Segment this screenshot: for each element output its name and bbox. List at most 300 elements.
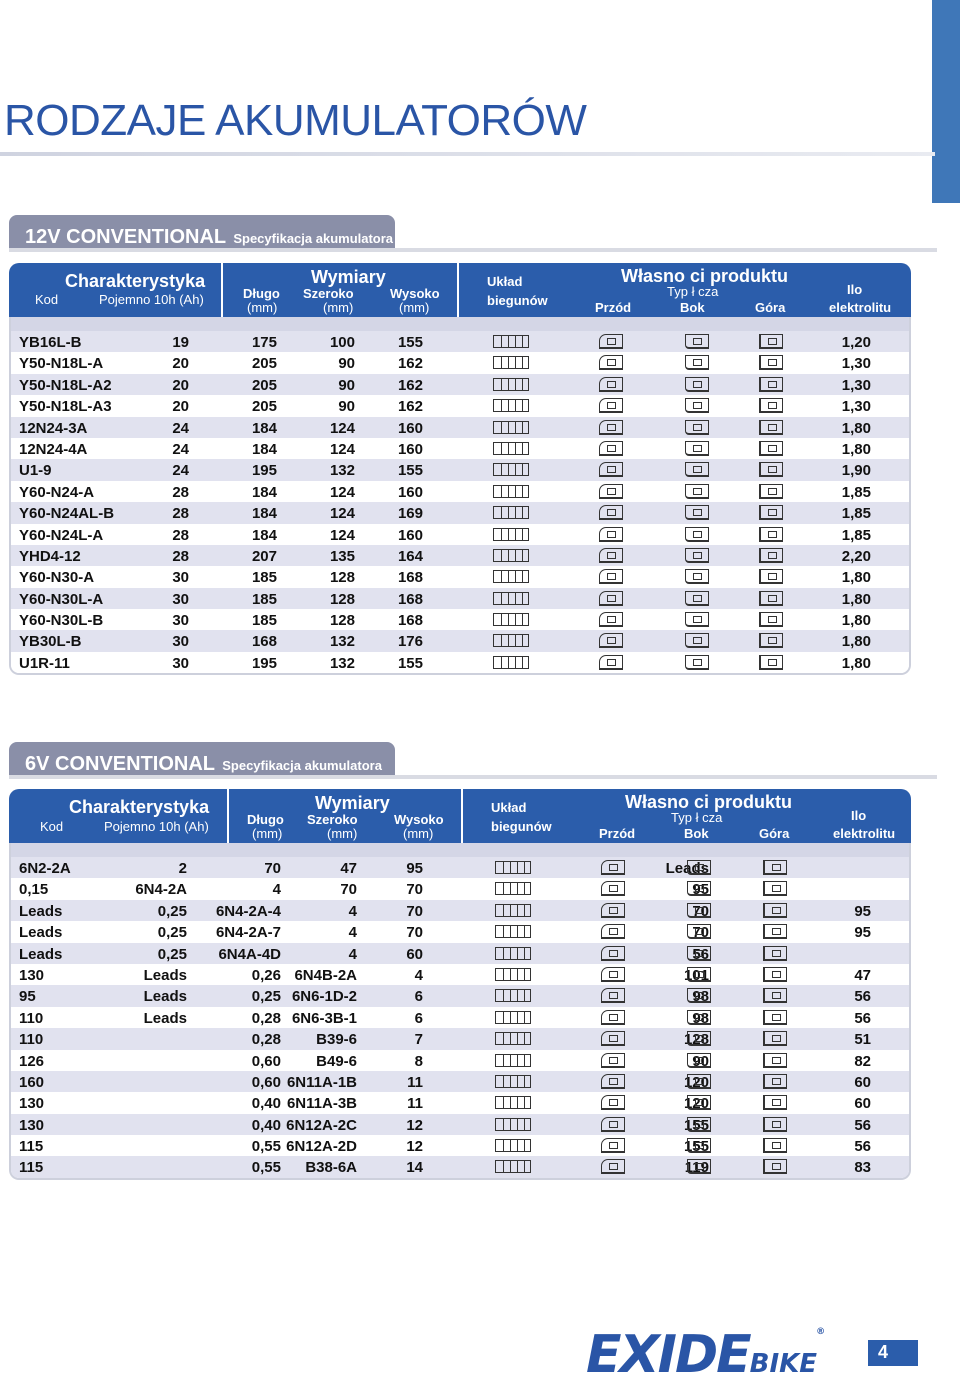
table-cell: 205 [251,398,277,416]
table-row [11,352,909,373]
terminal-top-icon [763,1074,787,1089]
terminal-top-icon [763,1138,787,1153]
table-header-12v [9,263,911,317]
table-row [11,1050,909,1071]
table-cell: 168 [251,633,277,651]
table-cell: 30 [172,654,189,672]
table-row [11,921,909,942]
table-cell: 110 [19,1031,44,1049]
terminal-top-icon [759,484,783,499]
table-row [11,857,909,878]
logo-text: EXIDE [586,1325,750,1385]
terminal-top-icon [763,1010,787,1025]
table-cell: 1,80 [841,419,871,437]
table-cell: 60 [854,1073,871,1091]
table-row [11,1028,909,1049]
table-cell: Y50-N18L-A [19,355,104,373]
header-mm: (mm) [247,300,278,315]
terminal-front-icon [599,612,623,627]
terminal-side-icon [685,441,709,456]
table-cell: 195 [251,654,277,672]
table-cell: 184 [251,526,277,544]
header-ilosc: Ilo [851,808,867,823]
terminal-front-icon [599,377,623,392]
table-cell: 12 [406,1116,423,1134]
table-cell: 6N12A-2C [286,1116,357,1134]
terminal-layout-icon [495,1139,531,1152]
table-cell: 95 [406,860,423,877]
table-row [11,459,909,480]
section-tab-6v [9,742,395,778]
header-przod: Przód [595,300,632,315]
table-cell: 30 [172,633,189,651]
table-cell: 0,25 [157,924,187,942]
table-cell: 28 [172,483,189,501]
table-cell: 4 [348,945,357,963]
terminal-front-icon [599,527,623,542]
header-charakterystyka: Charakterystyka [65,271,206,291]
header-mm: (mm) [323,300,354,315]
table-cell: 0,60 [251,1073,281,1091]
header-biegunow: biegunów [487,293,548,308]
terminal-side-icon [687,946,711,961]
table-cell: 47 [854,966,871,984]
table-rows [11,857,909,1178]
table-cell: 155 [397,334,423,351]
table-cell: B49-6 [316,1052,357,1070]
table-row [11,878,909,899]
table-cell: 19 [172,334,189,351]
header-wymiary: Wymiary [311,267,386,287]
terminal-side-icon [685,633,709,648]
table-cell: 70 [264,860,281,877]
table-cell: Y60-N30L-A [19,590,104,608]
table-cell: 28 [172,547,189,565]
terminal-side-icon [685,355,709,370]
terminal-front-icon [599,334,623,349]
table-cell: 20 [172,376,189,394]
table-cell: 30 [172,590,189,608]
table-row [11,331,909,352]
table-cell: 184 [251,505,277,523]
table-row [11,395,909,416]
terminal-side-icon [687,1010,711,1025]
table-cell: Y60-N30-A [19,569,95,587]
table-cell: 1,80 [841,633,871,651]
table-cell: 119 [684,1159,709,1177]
header-mm: (mm) [403,826,434,841]
table-cell: 6N4B-2A [294,966,357,984]
terminal-top-icon [759,355,783,370]
table-cell: 175 [251,334,277,351]
terminal-layout-icon [493,356,529,369]
table-row [11,566,909,587]
terminal-side-icon [685,569,709,584]
table-cell: 70 [692,902,709,920]
terminal-side-icon [687,1031,711,1046]
table-cell: 1,30 [841,376,871,394]
table-cell: 160 [19,1073,45,1091]
table-cell: 20 [172,398,189,416]
table-cell: 0,55 [251,1138,281,1156]
table-cell: 28 [172,505,189,523]
table-cell: 98 [692,988,709,1006]
table-cell: 1,85 [841,505,871,523]
terminal-top-icon [759,398,783,413]
corner-accent-bar [932,0,960,203]
header-mm: (mm) [399,300,430,315]
table-cell: 90 [692,1052,709,1070]
terminal-side-icon [685,612,709,627]
table-row [11,943,909,964]
table-cell: 2,20 [841,547,871,565]
table-cell: 185 [251,590,277,608]
terminal-front-icon [601,1074,625,1089]
table-cell: 0,40 [251,1095,281,1113]
terminal-side-icon [685,548,709,563]
terminal-side-icon [687,1053,711,1068]
terminal-layout-icon [495,989,531,1002]
terminal-layout-icon [493,442,529,455]
terminal-front-icon [599,569,623,584]
table-cell: U1R-11 [19,654,70,672]
table-cell: 6N12A-2D [286,1138,357,1156]
table-cell: 11 [407,1095,423,1113]
terminal-side-icon [687,1095,711,1110]
header-gora: Góra [759,826,790,841]
table-row [11,588,909,609]
table-cell: 124 [329,526,355,544]
table-row [11,438,909,459]
title-divider [0,152,935,156]
terminal-layout-icon [495,1096,531,1109]
table-cell: Leads [143,1009,187,1027]
terminal-layout-icon [493,335,529,348]
terminal-layout-icon [493,528,529,541]
logo-sub: BIKE [749,1349,818,1379]
header-elektrolitu: elektrolitu [833,826,896,841]
table-cell: 0,25 [157,902,187,920]
table-cell: 0,28 [251,1009,281,1027]
table-row [11,1135,909,1156]
terminal-front-icon [601,988,625,1003]
terminal-layout-icon [493,506,529,519]
header-mm: (mm) [252,826,283,841]
header-charakterystyka: Charakterystyka [69,797,210,817]
terminal-layout-icon [495,1032,531,1045]
table-cell: 12 [406,1138,423,1156]
terminal-top-icon [763,1117,787,1132]
table-cell: 6N11A-1B [286,1073,357,1091]
table-cell: 128 [329,590,355,608]
table-cell: 0,25 [157,945,187,963]
table-cell: 128 [683,1031,709,1049]
terminal-top-icon [763,1095,787,1110]
section-subtitle: Specyfikacja akumulatora [222,758,382,773]
header-typ: Typ ł cza [667,284,719,299]
terminal-top-icon [759,505,783,520]
header-gora: Góra [755,300,786,315]
terminal-side-icon [687,903,711,918]
terminal-side-icon [687,1117,711,1132]
table-cell: 124 [329,440,355,458]
table-cell: 6N4-2A-4 [215,902,281,920]
terminal-front-icon [599,441,623,456]
table-cell: 160 [397,440,423,458]
table-cell: 70 [692,924,709,942]
table-cell: 1,30 [841,398,871,416]
terminal-front-icon [601,860,625,875]
terminal-layout-icon [493,399,529,412]
table-cell: 83 [854,1159,871,1177]
terminal-top-icon [763,967,787,982]
terminal-layout-icon [493,570,529,583]
terminal-top-icon [763,1053,787,1068]
table-cell: 6N4-2A [135,881,187,899]
table-cell: 28 [172,526,189,544]
table-cell: 95 [854,902,871,920]
table-body-12v [9,317,911,675]
header-typ: Typ ł cza [671,810,723,825]
terminal-top-icon [759,591,783,606]
table-rows [11,331,909,673]
terminal-side-icon [685,527,709,542]
header-separator [461,789,463,843]
section-title: 12V CONVENTIONAL [25,226,226,248]
header-bok: Bok [684,826,709,841]
terminal-top-icon [759,527,783,542]
terminal-top-icon [763,946,787,961]
table-cell: 4 [348,924,357,942]
table-cell: 124 [329,419,355,437]
table-cell: 56 [854,988,871,1006]
table-cell: 1,20 [841,334,871,351]
table-row [11,502,909,523]
header-przod: Przód [599,826,636,841]
table-row [11,985,909,1006]
table-cell: Leads [19,902,63,920]
terminal-side-icon [687,1074,711,1089]
terminal-layout-icon [493,592,529,605]
table-cell: 14 [406,1159,423,1177]
table-cell: 4 [348,902,357,920]
table-cell: Leads [143,966,187,984]
table-row [11,630,909,651]
terminal-side-icon [685,420,709,435]
terminal-side-icon [685,591,709,606]
table-cell: 135 [329,547,355,565]
header-mm: (mm) [327,826,358,841]
table-cell: 1,80 [841,590,871,608]
table-cell: 205 [251,355,277,373]
table-cell: 169 [397,505,423,523]
table-cell: 6N11A-3B [286,1095,357,1113]
terminal-front-icon [599,548,623,563]
section-subtitle: Specyfikacja akumulatora [233,231,394,246]
table-cell: Y50-N18L-A2 [19,376,112,394]
terminal-front-icon [601,1095,625,1110]
table-cell: 90 [338,398,355,416]
terminal-front-icon [601,1117,625,1132]
table-cell: 7 [414,1031,423,1049]
table-cell: 24 [172,440,189,458]
terminal-top-icon [763,988,787,1003]
terminal-top-icon [763,903,787,918]
table-cell: 1,90 [841,462,871,480]
table-cell: Y60-N24L-A [19,526,104,544]
header-biegunow: biegunów [491,819,552,834]
table-cell: 101 [683,966,709,984]
table-cell: 1,80 [841,654,871,672]
terminal-top-icon [759,441,783,456]
terminal-front-icon [599,398,623,413]
terminal-top-icon [759,633,783,648]
table-cell: 0,28 [251,1031,281,1049]
table-cell: 1,80 [841,569,871,587]
table-cell: 160 [397,526,423,544]
table-cell: 95 [692,881,709,899]
table-cell: 6N6-1D-2 [291,988,357,1006]
table-body-6v [9,843,911,1180]
terminal-top-icon [759,462,783,477]
table-cell: 132 [329,654,355,672]
table-cell: 70 [406,902,423,920]
header-separator [227,789,229,843]
table-cell: 24 [172,419,189,437]
table-cell: 0,25 [251,988,281,1006]
terminal-front-icon [599,591,623,606]
section-divider [9,775,937,779]
terminal-side-icon [685,377,709,392]
terminal-front-icon [601,1138,625,1153]
terminal-front-icon [599,355,623,370]
table-cell: 124 [329,505,355,523]
terminal-side-icon [687,967,711,982]
table-cell: 184 [251,440,277,458]
header-pojemnosc: Pojemno 10h (Ah) [99,292,204,307]
table-cell: 162 [397,355,423,373]
table-row [11,524,909,545]
table-spacer [11,317,909,331]
table-cell: 12N24-3A [19,419,88,437]
terminal-layout-icon [493,463,529,476]
terminal-layout-icon [495,861,531,874]
terminal-layout-icon [493,656,529,669]
table-cell: 100 [329,334,355,351]
terminal-front-icon [601,967,625,982]
table-cell: 4 [272,881,281,899]
terminal-side-icon [687,924,711,939]
table-cell: 1,85 [841,526,871,544]
section-title: 6V CONVENTIONAL [25,753,215,775]
table-cell: 6 [414,988,423,1006]
table-cell: 162 [397,376,423,394]
table-cell: 160 [397,483,423,501]
header-wysokosc: Wysoko [394,812,444,827]
terminal-layout-icon [495,1118,531,1131]
header-dlugosc: Długo [243,286,280,301]
terminal-top-icon [763,924,787,939]
table-row [11,1071,909,1092]
table-cell: 90 [338,355,355,373]
table-cell: 30 [172,612,189,630]
table-cell: 155 [397,462,423,480]
table-cell: Leads [665,860,709,877]
table-cell: 120 [683,1095,709,1113]
table-cell: 95 [19,988,36,1006]
table-cell: 56 [854,1116,871,1134]
terminal-layout-icon [493,378,529,391]
terminal-layout-icon [495,1075,531,1088]
header-kod: Kod [35,292,59,307]
terminal-layout-icon [495,1054,531,1067]
table-cell: YB30L-B [19,633,82,651]
terminal-side-icon [685,655,709,670]
header-wlasnosci: Własno ci produktu [621,266,789,286]
terminal-front-icon [601,1053,625,1068]
header-szerokosc: Szeroko [303,286,354,301]
header-separator [221,263,223,317]
table-row [11,1007,909,1028]
table-cell: 82 [854,1052,871,1070]
table-cell: 160 [397,419,423,437]
table-cell: 60 [854,1095,871,1113]
terminal-front-icon [601,924,625,939]
terminal-side-icon [685,462,709,477]
terminal-front-icon [599,655,623,670]
table-cell: 0,55 [251,1159,281,1177]
header-wysokosc: Wysoko [390,286,440,301]
terminal-side-icon [687,1138,711,1153]
terminal-layout-icon [495,1011,531,1024]
table-cell: 126 [19,1052,45,1070]
table-cell: Y60-N30L-B [19,612,104,630]
table-cell: 1,85 [841,483,871,501]
terminal-layout-icon [493,485,529,498]
table-cell: 168 [397,590,423,608]
table-cell: Y60-N24AL-B [19,505,115,523]
table-cell: 185 [251,569,277,587]
header-uklad: Układ [487,274,523,289]
table-cell: 184 [251,419,277,437]
table-cell: 120 [683,1073,709,1091]
terminal-side-icon [685,334,709,349]
table-cell: 155 [397,654,423,672]
table-cell: 4 [414,966,423,984]
table-cell: 168 [397,612,423,630]
table-cell: 2 [178,860,187,877]
terminal-front-icon [601,946,625,961]
table-cell: 0,40 [251,1116,281,1134]
table-row [11,481,909,502]
section-divider [9,248,937,252]
table-cell: YB16L-B [19,334,82,351]
table-cell: 155 [683,1138,709,1156]
table-cell: 130 [19,1116,45,1134]
terminal-layout-icon [495,1160,531,1173]
table-cell: 56 [854,1009,871,1027]
table-cell: B39-6 [316,1031,357,1049]
terminal-side-icon [687,860,711,875]
table-row [11,900,909,921]
table-cell: 132 [329,462,355,480]
table-cell: 90 [338,376,355,394]
table-cell: 56 [854,1138,871,1156]
table-row [11,652,909,673]
table-cell: 128 [329,612,355,630]
terminal-top-icon [759,569,783,584]
header-uklad: Układ [491,800,527,815]
